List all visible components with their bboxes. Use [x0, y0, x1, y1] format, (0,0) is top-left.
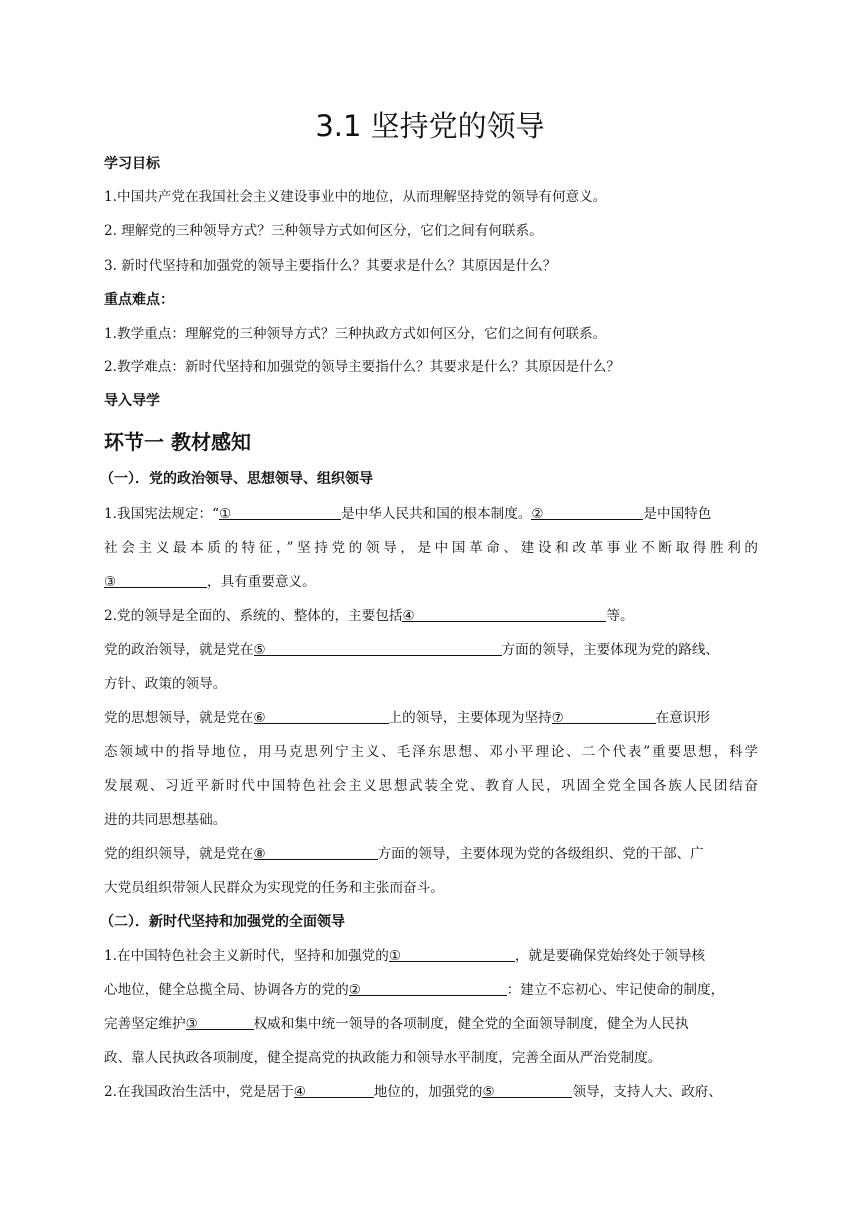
part1-heading: （一）．党的政治领导、思想领导、组织领导 [100, 471, 373, 487]
blank-marker-q5: ⑤ [482, 1084, 495, 1100]
blank-marker-q3: ③ [185, 1016, 198, 1032]
part2-heading: （二）．新时代坚持和加强党的全面领导 [100, 914, 345, 930]
q1-line2-text-b: ：建立不忘初心、牢记使命的制度， [506, 982, 725, 998]
blank-marker-4: ④ [402, 608, 415, 624]
fill-blank-q4[interactable] [294, 1082, 374, 1098]
fill-blank-2[interactable] [531, 504, 643, 520]
objective-item-2: 2. 理解党的三种领导方式？三种领导方式如何区分，它们之间有何联系。 [104, 223, 543, 239]
q2-line1 [104, 1082, 758, 1102]
keypoint-item-2: 2.教学难点：新时代坚持和加强党的领导主要指什么？其要求是什么？其原因是什么？ [104, 359, 620, 375]
q1-line3-text-b: 权威和集中统一领导的各项制度，健全党的全面领导制度，健全为人民执 [253, 1016, 689, 1032]
para4-line2: 态领域中的指导地位，用马克思列宁主义、毛泽东思想、邓小平理论、二个代表”重要思想，科学 [104, 744, 758, 760]
para4-text-b: 上的领导，主要体现为坚持 [388, 710, 552, 726]
keypoints-heading: 重点难点： [104, 292, 174, 308]
page-title: 3.1 坚持党的领导 [315, 109, 545, 143]
para3-text-a: 党的政治领导，就是党在 [104, 642, 254, 658]
blank-marker-q4: ④ [293, 1084, 306, 1100]
objectives-heading: 学习目标 [104, 156, 160, 172]
fill-blank-q3[interactable] [186, 1014, 254, 1030]
intro-heading: 导入导学 [104, 393, 160, 409]
fill-blank-q5[interactable] [482, 1082, 572, 1098]
blank-marker-8: ⑧ [253, 846, 266, 862]
fill-blank-5[interactable] [254, 640, 502, 656]
blank-marker-2: ② [531, 506, 544, 522]
para4-line3: 发展观、习近平新时代中国特色社会主义思想武装全党、教育人民，巩固全党全国各族人民团结奋 [104, 778, 758, 794]
objective-item-1: 1.中国共产党在我国社会主义建设事业中的地位，从而理解坚持党的领导有何意义。 [104, 189, 607, 205]
q1-text-a: 1.在中国特色社会主义新时代，坚持和加强党的 [104, 948, 389, 964]
fill-blank-7[interactable] [552, 708, 656, 724]
blank-marker-3: ③ [104, 574, 117, 590]
blank-marker-1: ① [219, 506, 232, 522]
q1-line3 [104, 1014, 758, 1034]
para1-line3-text: ，具有重要意义。 [207, 574, 316, 590]
para5-text-a: 党的组织领导，就是党在 [104, 846, 254, 862]
blank-marker-7: ⑦ [551, 710, 564, 726]
para2-text-a: 2.党的领导是全面的、系统的、整体的，主要包括 [104, 608, 403, 624]
para5-line2: 大党员组织带领人民群众为实现党的任务和主张而奋斗。 [104, 880, 444, 896]
fill-blank-1[interactable] [219, 504, 341, 520]
para3-line1 [104, 640, 758, 660]
para3-line2: 方针、政策的领导。 [104, 676, 227, 692]
para5-text-b: 方面的领导，主要体现为党的各级组织、党的干部、广 [377, 846, 704, 862]
para4-line4: 进的共同思想基础。 [104, 812, 227, 828]
blank-marker-5: ⑤ [253, 642, 266, 658]
para2-line1 [104, 606, 758, 626]
section1-heading: 环节一 教材感知 [104, 430, 251, 454]
q2-text-a: 2.在我国政治生活中，党是居于 [104, 1084, 294, 1100]
blank-marker-q2: ② [348, 982, 361, 998]
para4-line1 [104, 708, 758, 728]
objective-item-3: 3. 新时代坚持和加强党的领导主要指什么？其要求是什么？其原因是什么？ [104, 258, 557, 274]
q1-line1 [104, 946, 758, 966]
para1-line2: 社会主义最本质的特征，”坚持党的领导，是中国革命、建设和改革事业不断取得胜利的 [104, 540, 758, 556]
q1-line2-text-a: 心地位，健全总揽全局、协调各方的党的 [104, 982, 349, 998]
blank-marker-q1: ① [388, 948, 402, 964]
para1-text-b: 是中华人民共和国的根本制度。 [341, 506, 532, 522]
keypoint-item-1: 1.教学重点：理解党的三种领导方式？三种执政方式如何区分，它们之间有何联系。 [104, 326, 607, 342]
para4-text-c: 在意识形 [655, 710, 711, 726]
para4-text-a: 党的思想领导，就是党在 [104, 710, 254, 726]
para1-line1 [104, 504, 758, 524]
para1-line3 [104, 572, 758, 592]
q1-text-b: ，就是要确保党始终处于领导核 [514, 948, 706, 964]
para5-line1 [104, 844, 758, 864]
blank-marker-6: ⑥ [253, 710, 266, 726]
q2-text-b: 地位的，加强党的 [373, 1084, 483, 1100]
para3-text-b: 方面的领导，主要体现为党的路线、 [501, 642, 720, 658]
fill-blank-8[interactable] [254, 844, 378, 860]
para1-text-a: 1.我国宪法规定：“ [104, 506, 220, 522]
q2-text-c: 领导，支持人大、政府、 [572, 1084, 722, 1100]
para2-text-b: 等。 [606, 608, 634, 624]
fill-blank-3[interactable] [104, 572, 207, 588]
fill-blank-q2[interactable] [349, 980, 507, 996]
q1-line3-text-a: 完善坚定维护 [104, 1016, 186, 1032]
fill-blank-4[interactable] [402, 606, 606, 622]
q1-line2 [104, 980, 758, 1000]
para1-text-c: 是中国特色 [643, 506, 712, 522]
fill-blank-6[interactable] [254, 708, 389, 724]
fill-blank-q1[interactable] [389, 946, 515, 962]
q1-line4: 政、靠人民执政各项制度，健全提高党的执政能力和领导水平制度，完善全面从严治党制度。 [104, 1050, 662, 1066]
